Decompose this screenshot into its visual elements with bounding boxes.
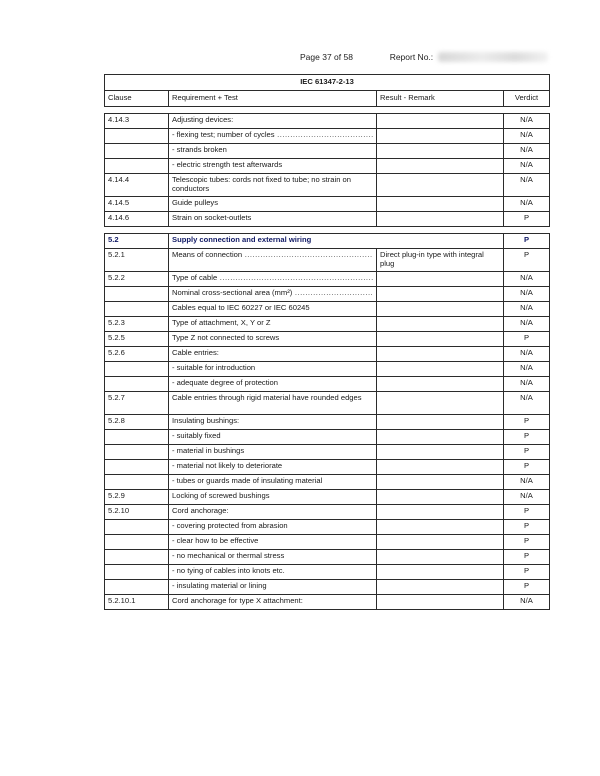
verdict-cell [504,535,550,550]
result-cell [377,535,504,550]
verdict-cell [504,144,550,159]
requirement-cell-text: - flexing test; number of cycles ..... [172,130,373,139]
requirement-cell-text: - electric strength test afterwards [172,160,283,169]
verdict-cell [504,287,550,302]
requirement-cell [169,430,377,445]
table-row [105,249,550,272]
requirement-cell-text: - no mechanical or thermal stress [172,551,285,560]
requirement-cell-text: Guide pulleys [172,198,219,207]
verdict-cell-text: P [523,213,530,222]
section-title-text: Supply connection and external wiring [172,235,312,244]
requirement-cell [169,302,377,317]
verdict-cell-text: P [523,416,530,425]
clause-cell [105,430,169,445]
requirement-cell [169,490,377,505]
clause-cell [105,347,169,362]
result-cell [377,332,504,347]
requirement-cell-text: - adequate degree of protection [172,378,278,387]
verdict-cell-text: N/A [520,145,533,154]
requirement-cell [169,550,377,565]
table-row [105,287,550,302]
verdict-cell [504,580,550,595]
verdict-cell-text: P [523,431,530,440]
requirement-cell-text: Cables equal to IEC 60227 or IEC 60245 [172,303,310,312]
requirement-cell [169,595,377,610]
requirement-cell-text: Insulating bushings: [172,416,240,425]
clause-cell-text: 4.14.5 [108,198,130,207]
requirement-cell-text: - suitably fixed [172,431,221,440]
verdict-cell [504,430,550,445]
clause-cell [105,565,169,580]
result-cell [377,272,504,287]
requirement-cell-text: - insulating material or lining [172,581,267,590]
requirement-cell-text: Adjusting devices: [172,115,234,124]
clause-cell [105,460,169,475]
verdict-cell [504,377,550,392]
result-cell [377,415,504,430]
requirement-cell [169,249,377,272]
requirement-cell-text: Nominal cross-sectional area (mm²) ..... [172,288,373,297]
verdict-cell [504,595,550,610]
table-row [105,520,550,535]
requirement-cell-text: Cord anchorage for type X attachment: [172,596,303,605]
result-cell [377,174,504,197]
verdict-cell [504,550,550,565]
verdict-cell-text: P [523,566,530,575]
result-cell [377,362,504,377]
clause-cell [105,595,169,610]
result-cell [377,490,504,505]
standard-title: IEC 61347-2-13 [105,75,550,91]
table-row [105,144,550,159]
requirement-cell [169,197,377,212]
requirement-cell-text: Type of attachment, X, Y or Z [172,318,271,327]
requirement-cell [169,144,377,159]
table-row [105,362,550,377]
clause-cell-text: 5.2.3 [108,318,125,327]
col-header-requirement: Requirement + Test [169,91,377,107]
requirement-cell [169,580,377,595]
clause-cell-text: 5.2.10.1 [108,596,136,605]
page-number: Page 37 of 58 [300,52,353,62]
verdict-cell-text: N/A [520,130,533,139]
table-row [105,197,550,212]
result-cell [377,460,504,475]
clause-cell [105,302,169,317]
result-cell [377,212,504,227]
verdict-cell [504,302,550,317]
requirement-cell-text: - no tying of cables into knots etc. [172,566,285,575]
table-row [105,302,550,317]
clause-cell-text: 4.14.6 [108,213,130,222]
requirement-cell [169,287,377,302]
result-cell [377,520,504,535]
verdict-cell-text: P [523,461,530,470]
clause-cell [105,392,169,415]
clause-cell-text: 5.2.10 [108,506,130,515]
clause-cell [105,317,169,332]
requirement-cell [169,362,377,377]
requirement-cell [169,415,377,430]
requirement-cell-text: - clear how to be effective [172,536,259,545]
table-row [105,377,550,392]
table-row [105,505,550,520]
verdict-cell-text: P [523,551,530,560]
verdict-cell-text: P [523,446,530,455]
table-row [105,392,550,415]
requirement-cell [169,159,377,174]
table-row [105,347,550,362]
spacer-row [105,107,550,114]
clause-cell [105,332,169,347]
requirement-cell [169,114,377,129]
col-header-clause: Clause [105,91,169,107]
clause-cell [105,114,169,129]
verdict-cell-text: P [523,536,530,545]
clause-cell [105,505,169,520]
verdict-cell-text: P [523,506,530,515]
clause-cell [105,144,169,159]
page-header [300,52,548,62]
table-row [105,550,550,565]
requirement-cell [169,347,377,362]
result-cell [377,347,504,362]
verdict-cell-text: N/A [520,476,533,485]
clause-cell-text: 5.2.5 [108,333,125,342]
table-row [105,317,550,332]
clause-cell [105,475,169,490]
clause-cell [105,174,169,197]
clause-cell-text: 5.2.1 [108,250,125,259]
clause-cell [105,445,169,460]
clause-cell [105,535,169,550]
result-cell [377,550,504,565]
requirement-cell [169,475,377,490]
table-row [105,595,550,610]
requirement-cell-text: Means of connection ..... [172,250,373,259]
verdict-cell-text: P [523,333,530,342]
verdict-cell [504,249,550,272]
result-cell [377,430,504,445]
requirement-cell-text: - material not likely to deteriorate [172,461,283,470]
result-cell [377,197,504,212]
verdict-cell [504,317,550,332]
verdict-cell-text: N/A [520,115,533,124]
section-clause [105,234,169,249]
section-verdict-text: P [523,235,530,244]
requirement-cell [169,445,377,460]
clause-cell-text: 5.2.7 [108,393,125,402]
table-row [105,430,550,445]
verdict-cell-text: N/A [520,273,533,282]
table-row [105,490,550,505]
result-cell [377,144,504,159]
result-cell [377,445,504,460]
result-cell [377,302,504,317]
requirement-cell-text: Strain on socket-outlets [172,213,252,222]
clause-cell [105,520,169,535]
column-headers [105,91,550,107]
verdict-cell [504,332,550,347]
result-cell [377,129,504,144]
requirement-cell [169,272,377,287]
requirement-cell-text: Type Z not connected to screws [172,333,280,342]
clause-cell-text: 5.2.9 [108,491,125,500]
clause-cell [105,490,169,505]
clause-cell [105,550,169,565]
table-row [105,272,550,287]
result-cell [377,287,504,302]
requirement-cell-text: Cord anchorage: [172,506,229,515]
verdict-cell-text: P [523,250,530,259]
requirement-cell-text: Cable entries: [172,348,219,357]
verdict-cell [504,129,550,144]
table-row [105,212,550,227]
verdict-cell [504,197,550,212]
table-row [105,159,550,174]
requirement-cell-text: Cable entries through rigid material have rounded edges [172,393,362,402]
verdict-cell-text: N/A [520,318,533,327]
requirement-cell [169,520,377,535]
table-row [105,129,550,144]
result-cell [377,392,504,415]
redacted-report-number [438,52,548,62]
verdict-cell-text: N/A [520,198,533,207]
table-row [105,445,550,460]
result-cell [377,249,504,272]
verdict-cell [504,415,550,430]
requirement-cell-text: - covering protected from abrasion [172,521,288,530]
verdict-cell-text: N/A [520,378,533,387]
section-title [169,234,504,249]
clause-cell [105,580,169,595]
verdict-cell [504,347,550,362]
verdict-cell [504,475,550,490]
verdict-cell-text: P [523,521,530,530]
col-header-verdict: Verdict [504,91,550,107]
requirement-cell [169,377,377,392]
report-number-label: Report No.: [389,52,434,62]
clause-cell [105,287,169,302]
spacer-row [105,227,550,234]
table-row [105,580,550,595]
clause-cell [105,272,169,287]
requirement-cell [169,565,377,580]
table-row [105,174,550,197]
clause-cell [105,415,169,430]
clause-cell-text: 5.2.2 [108,273,125,282]
result-cell [377,505,504,520]
verdict-cell [504,272,550,287]
verdict-cell [504,460,550,475]
section-verdict [504,234,550,249]
result-cell-text: Direct plug-in type with integral plug [380,250,484,268]
verdict-cell [504,520,550,535]
table-row [105,565,550,580]
requirement-cell [169,535,377,550]
verdict-cell-text: N/A [520,363,533,372]
table-row [105,475,550,490]
section-clause-text: 5.2 [108,235,119,244]
clause-cell [105,212,169,227]
requirement-cell-text: Type of cable ..... [172,273,373,282]
requirement-cell [169,392,377,415]
requirement-cell-text: - material in bushings [172,446,245,455]
requirement-cell-text: - suitable for introduction [172,363,256,372]
verdict-cell [504,392,550,415]
table-row [105,535,550,550]
clause-cell-text: 5.2.8 [108,416,125,425]
requirement-cell [169,505,377,520]
verdict-cell-text: P [523,581,530,590]
table-row [105,114,550,129]
requirement-cell [169,317,377,332]
result-cell [377,475,504,490]
verdict-cell-text: N/A [520,348,533,357]
verdict-cell [504,490,550,505]
table-row [105,460,550,475]
verdict-cell [504,362,550,377]
clause-cell [105,129,169,144]
requirement-cell [169,174,377,197]
verdict-cell [504,445,550,460]
verdict-cell-text: N/A [520,160,533,169]
result-cell [377,595,504,610]
requirement-cell-text: - tubes or guards made of insulating material [172,476,323,485]
result-cell [377,565,504,580]
clause-cell-text: 5.2.6 [108,348,125,357]
verdict-cell-text: N/A [520,393,533,402]
requirement-cell [169,129,377,144]
verdict-cell [504,159,550,174]
requirement-cell [169,212,377,227]
verdict-cell [504,174,550,197]
verdict-cell [504,505,550,520]
verdict-cell-text: N/A [520,288,533,297]
verdict-cell [504,212,550,227]
clause-cell [105,197,169,212]
clause-cell [105,159,169,174]
requirement-cell-text: - strands broken [172,145,227,154]
clause-cell [105,362,169,377]
result-cell [377,114,504,129]
verdict-cell-text: N/A [520,491,533,500]
table-row [105,415,550,430]
table-row [105,332,550,347]
col-header-result: Result - Remark [377,91,504,107]
result-cell [377,317,504,332]
verdict-cell-text: N/A [520,175,533,184]
clause-cell [105,249,169,272]
clause-cell-text: 4.14.4 [108,175,130,184]
verdict-cell-text: N/A [520,303,533,312]
requirement-cell-text: Telescopic tubes: cords not fixed to tube; no strain on conductors [172,175,351,193]
clause-cell-text: 4.14.3 [108,115,130,124]
requirement-cell [169,332,377,347]
clause-cell [105,377,169,392]
result-cell [377,580,504,595]
requirement-cell [169,460,377,475]
result-cell [377,377,504,392]
test-report-table [104,74,550,610]
result-cell [377,159,504,174]
verdict-cell-text: N/A [520,596,533,605]
requirement-cell-text: Locking of screwed bushings [172,491,270,500]
verdict-cell [504,114,550,129]
section-header-row [105,234,550,249]
verdict-cell [504,565,550,580]
